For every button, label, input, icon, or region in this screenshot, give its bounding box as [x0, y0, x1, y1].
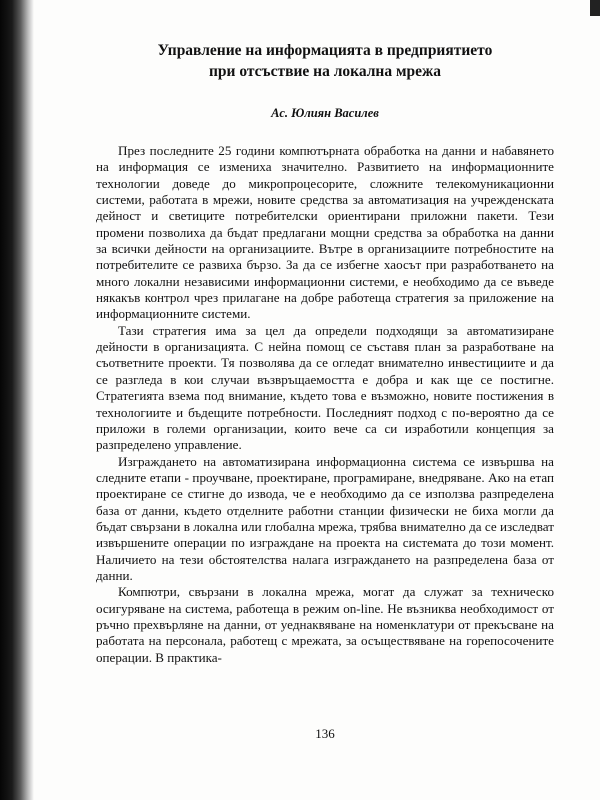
body-paragraph-2: Тази стратегия има за цел да определи подходящи за автоматизиране дейности в организацията. С нейна помощ се съставя план за разработване на съответните проекти. Тя позволява да се огледат внимателно инвестициите и да се разгледа в кои случаи възвръщаемостта е добра и как ще се постигне. Стратегията взема под внимание, където това е възможно, новите постижения в технологиите и бъдещите потребности. Последният подход с по-вероятно да се приложи в големи организации, които вече са си изработили концепция за разпределено управление.: [96, 322, 554, 453]
body-paragraph-3: Изграждането на автоматизирана информационна система се извършва на следните етапи - проучване, проектиране, програмиране, внедряване. Ако на етап проектиране се стигне до извода, че е необходимо да се използва разпределена база от данни, където отделните работни станции физически не биха могли да бъдат свързани в локална или глобална мрежа, трябва внимателно да се изследват извършените операции по изграждане на проекта на системата до този момент. Наличието на тези обстоятелства налага изграждането на разпределена база от данни.: [96, 453, 554, 583]
paper-body: [96, 143, 554, 666]
scan-binding-shadow: [0, 0, 34, 800]
paper-title-line-1: Управление на информацията в предприятието: [157, 42, 493, 59]
paper-author: Ас. Юлиян Василев: [271, 106, 379, 120]
body-paragraph-4: Компютри, свързани в локална мрежа, могат да служат за техническо осигуряване на система, работеща в режим on-line. Не възниква необходимост от ръчно прехвърляне на данни, от уеднаквяване на номенклатури от прекъсване на работата на персонала, работещ с мрежата, за осъществяване на горепосочените операции. В практика-: [96, 584, 554, 665]
body-paragraph-1: През последните 25 години компютърната обработка на данни и набавянето на информация се измениха значително. Развитието на информационните технологии доведе до микропроцесорите, сложните телекомуникационни системи, работата в мрежи, новите средства за автоматизация на учрежденската дейност и светиците потребителски ориентирани приложни пакети. Тези промени позволиха да бъдат предлагани мощни средства за обработка на данни за всички дейности на организациите. Вътре в организациите потребностите на потребителите се развиха бързо. За да се избегне хаосът при разработването на много локални независими информационни системи, е необходимо да се въведе някакъв контрол чрез прилагане на добре работеща стратегия за приложение на информационните системи.: [96, 143, 554, 322]
paper-page: [96, 40, 554, 666]
scan-corner-mark: [590, 0, 600, 16]
paper-title-line-2: при отсъствие на локална мрежа: [208, 63, 442, 80]
page-number: 136: [315, 726, 335, 741]
paper-title: [96, 40, 554, 82]
